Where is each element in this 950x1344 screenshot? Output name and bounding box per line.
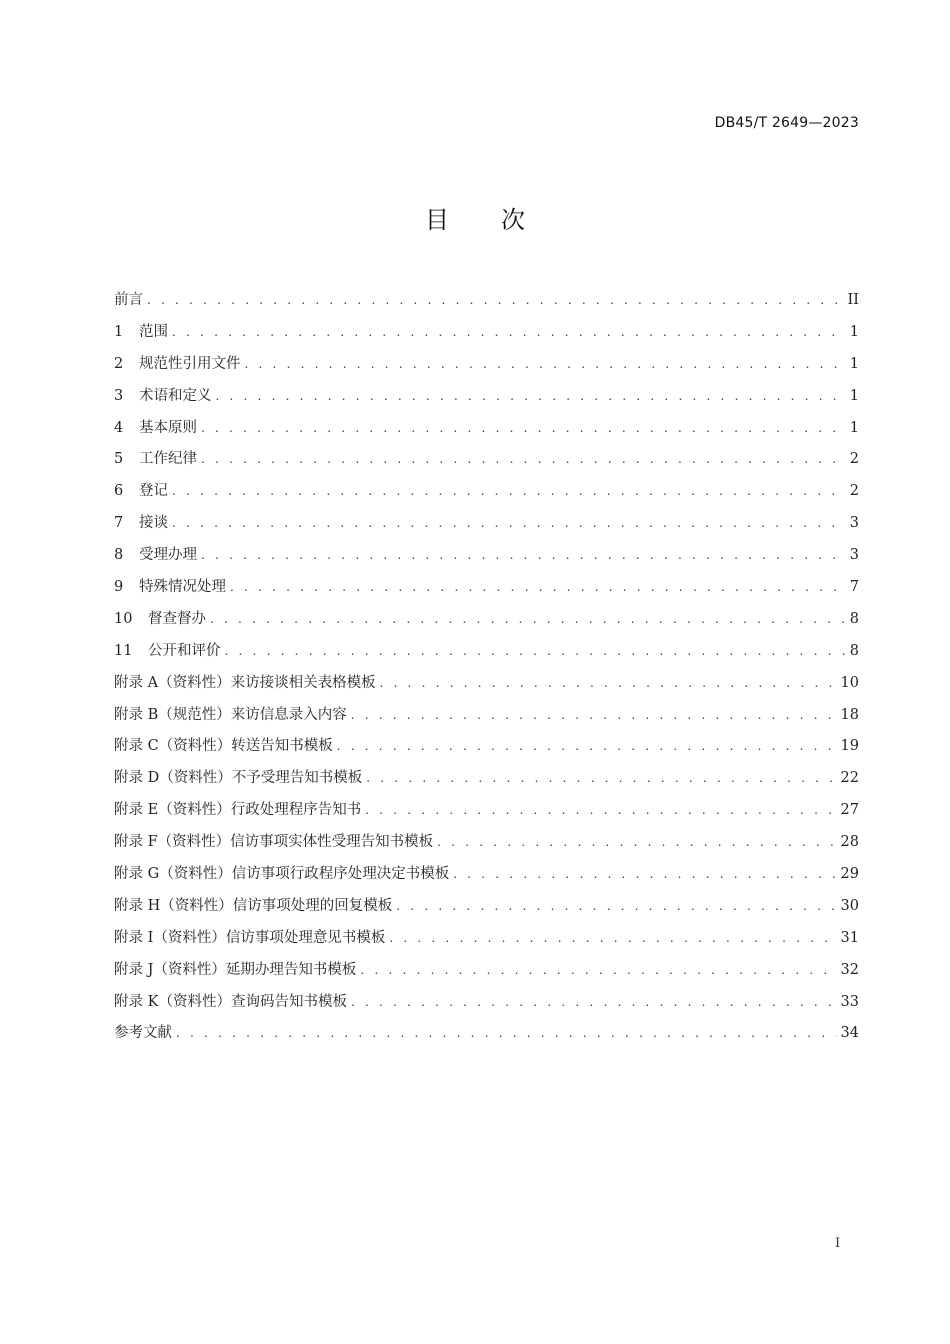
- toc-entry-number: 5: [114, 451, 124, 468]
- toc-entry-label: 信访事项行政程序处理决定书模板: [231, 866, 450, 883]
- toc-entry-page: 1: [849, 355, 859, 372]
- toc-entry[interactable]: [114, 637, 859, 669]
- toc-entry-leader-dots: [147, 286, 844, 314]
- toc-title: [0, 200, 950, 235]
- toc-entry[interactable]: [114, 892, 859, 924]
- toc-entry-page: 32: [840, 961, 859, 978]
- toc-entry-page: 28: [840, 834, 859, 851]
- toc-entry[interactable]: [114, 860, 859, 892]
- toc-entry-appendix-prefix: 附录 J（资料性）: [114, 961, 226, 978]
- toc-entry-page: II: [847, 292, 859, 308]
- toc-entry-appendix-prefix: 附录 K（资料性）: [114, 993, 231, 1010]
- toc-entry-label: 参考文献: [114, 1025, 172, 1042]
- toc-entry[interactable]: [114, 509, 859, 541]
- toc-title-char: 次: [501, 206, 525, 234]
- toc-entry[interactable]: [114, 286, 859, 318]
- toc-entry-label: 信访事项处理的回复模板: [232, 897, 393, 914]
- toc-entry-page: 30: [840, 897, 859, 914]
- toc-entry[interactable]: [114, 924, 859, 956]
- toc-entry-number: 1: [114, 323, 124, 340]
- toc-entry-page: 2: [849, 451, 859, 468]
- toc-entry-page: 8: [849, 642, 859, 659]
- toc-entry-leader-dots: [360, 956, 836, 984]
- toc-entry[interactable]: [114, 541, 859, 573]
- toc-list: [114, 286, 859, 1051]
- toc-entry-page: 2: [849, 483, 859, 500]
- toc-entry-label: 督查督办: [148, 610, 206, 627]
- toc-entry-label: 术语和定义: [139, 387, 212, 404]
- toc-entry[interactable]: [114, 414, 859, 446]
- toc-entry-leader-dots: [201, 414, 846, 442]
- toc-entry-label: 查询码告知书模板: [230, 993, 347, 1010]
- toc-entry[interactable]: [114, 732, 859, 764]
- toc-entry-appendix-prefix: 附录 B（规范性）: [114, 706, 231, 723]
- toc-entry-page: 29: [840, 866, 859, 883]
- toc-entry-number: 9: [114, 579, 124, 596]
- document-code: DB45/T 2649—2023: [714, 115, 859, 131]
- toc-entry[interactable]: [114, 828, 859, 860]
- toc-entry-number: 8: [114, 547, 124, 564]
- toc-entry[interactable]: [114, 701, 859, 733]
- toc-entry-appendix-prefix: 附录 E（资料性）: [114, 802, 231, 819]
- toc-entry-number: 7: [114, 515, 124, 532]
- toc-entry-page: 1: [849, 387, 859, 404]
- toc-entry-label: 接谈: [139, 515, 168, 532]
- toc-entry-leader-dots: [453, 860, 836, 888]
- toc-entry[interactable]: [114, 669, 859, 701]
- toc-entry-number: 3: [114, 387, 124, 404]
- toc-entry-page: 19: [840, 738, 859, 755]
- toc-entry[interactable]: [114, 796, 859, 828]
- toc-entry-leader-dots: [351, 701, 837, 729]
- toc-entry-label: 不予受理告知书模板: [231, 770, 363, 787]
- toc-entry-page: 3: [849, 515, 859, 532]
- toc-entry-label: 前言: [114, 292, 143, 308]
- toc-entry-label: 规范性引用文件: [139, 355, 241, 372]
- toc-entry[interactable]: [114, 988, 859, 1020]
- toc-entry-page: 1: [849, 323, 859, 340]
- toc-entry-number: 11: [114, 642, 133, 659]
- toc-entry-leader-dots: [351, 988, 837, 1016]
- toc-entry-number: 4: [114, 419, 124, 436]
- toc-entry-page: 1: [849, 419, 859, 436]
- toc-entry[interactable]: [114, 318, 859, 350]
- toc-entry-leader-dots: [230, 573, 846, 601]
- toc-entry-appendix-prefix: 附录 F（资料性）: [114, 834, 231, 851]
- toc-entry-leader-dots: [172, 318, 846, 346]
- toc-entry-page: 18: [840, 706, 859, 723]
- toc-entry-label: 范围: [139, 323, 168, 340]
- toc-entry[interactable]: [114, 350, 859, 382]
- toc-entry-leader-dots: [380, 669, 837, 697]
- toc-entry-page: 3: [849, 547, 859, 564]
- toc-entry-leader-dots: [389, 924, 836, 952]
- toc-entry-page: 22: [840, 770, 859, 787]
- toc-entry-appendix-prefix: 附录 G（资料性）: [114, 866, 232, 883]
- toc-entry-page: 31: [840, 929, 859, 946]
- toc-entry[interactable]: [114, 1019, 859, 1051]
- toc-entry-label: 特殊情况处理: [139, 579, 226, 596]
- toc-entry-number: 10: [114, 610, 133, 627]
- toc-entry-appendix-prefix: 附录 A（资料性）: [114, 674, 231, 691]
- toc-entry-leader-dots: [210, 605, 846, 633]
- toc-entry-label: 信访事项处理意见书模板: [225, 929, 386, 946]
- toc-entry-label: 工作纪律: [139, 451, 197, 468]
- toc-entry[interactable]: [114, 573, 859, 605]
- toc-entry-appendix-prefix: 附录 H（资料性）: [114, 897, 233, 914]
- toc-entry-label: 信访事项实体性受理告知书模板: [230, 834, 434, 851]
- toc-entry[interactable]: [114, 605, 859, 637]
- toc-entry-leader-dots: [337, 732, 837, 760]
- toc-entry-number: 6: [114, 483, 124, 500]
- toc-entry-page: 34: [840, 1025, 859, 1042]
- toc-entry-leader-dots: [201, 445, 846, 473]
- toc-entry[interactable]: [114, 764, 859, 796]
- toc-entry-page: 7: [849, 579, 859, 596]
- toc-entry-appendix-prefix: 附录 I（资料性）: [114, 929, 226, 946]
- toc-entry-page: 27: [840, 802, 859, 819]
- toc-entry[interactable]: [114, 477, 859, 509]
- toc-entry-leader-dots: [365, 796, 836, 824]
- toc-entry-leader-dots: [245, 350, 846, 378]
- toc-entry-page: 10: [840, 674, 859, 691]
- toc-entry-leader-dots: [216, 382, 846, 410]
- toc-entry-number: 2: [114, 355, 124, 372]
- toc-entry-leader-dots: [225, 637, 846, 665]
- toc-entry-label: 来访接谈相关表格模板: [230, 674, 376, 691]
- toc-entry-label: 基本原则: [139, 419, 197, 436]
- toc-entry-leader-dots: [172, 477, 846, 505]
- toc-entry-page: 8: [849, 610, 859, 627]
- toc-entry-leader-dots: [201, 541, 846, 569]
- toc-entry-label: 转送告知书模板: [231, 738, 333, 755]
- toc-entry-label: 延期办理告知书模板: [225, 961, 357, 978]
- toc-entry[interactable]: [114, 382, 859, 414]
- toc-entry-label: 行政处理程序告知书: [230, 802, 362, 819]
- toc-entry-label: 受理办理: [139, 547, 197, 564]
- toc-entry-leader-dots: [437, 828, 836, 856]
- page-number: I: [835, 1236, 841, 1251]
- toc-entry-label: 登记: [139, 483, 168, 500]
- toc-entry-label: 来访信息录入内容: [230, 706, 347, 723]
- toc-entry-leader-dots: [172, 509, 846, 537]
- toc-entry[interactable]: [114, 445, 859, 477]
- toc-entry[interactable]: [114, 956, 859, 988]
- toc-entry-leader-dots: [176, 1019, 837, 1047]
- toc-entry-page: 33: [840, 993, 859, 1010]
- toc-entry-appendix-prefix: 附录 D（资料性）: [114, 770, 232, 787]
- toc-entry-appendix-prefix: 附录 C（资料性）: [114, 738, 232, 755]
- toc-entry-label: 公开和评价: [148, 642, 221, 659]
- toc-title-char: 目: [425, 206, 449, 234]
- toc-entry-leader-dots: [396, 892, 836, 920]
- toc-entry-leader-dots: [366, 764, 836, 792]
